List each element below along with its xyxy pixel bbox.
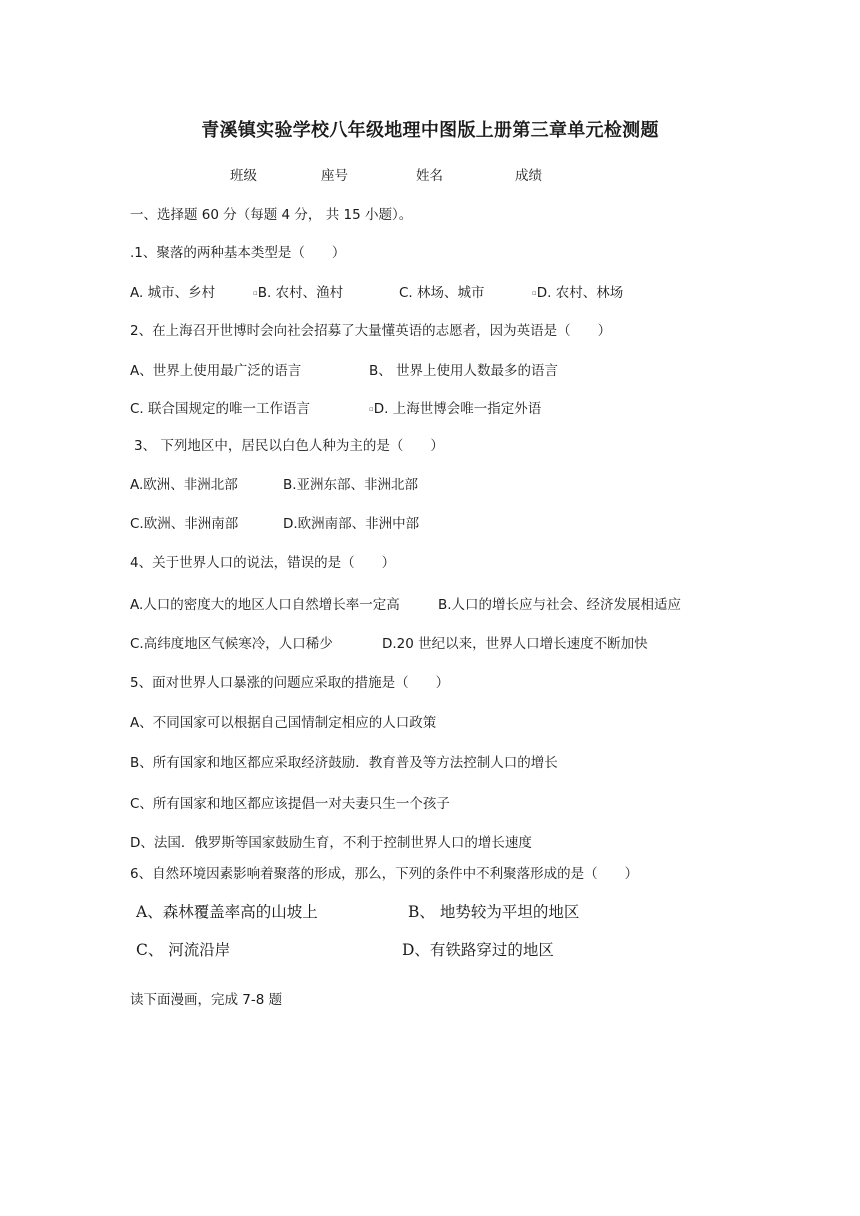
question-6-stem: 6、自然环境因素影响着聚落的形成，那么，下列的条件中不利聚落形成的是（ ） bbox=[130, 866, 639, 882]
question-1-option-d: ▫D. 农村、林场 bbox=[532, 285, 624, 301]
question-5-stem: 5、面对世界人口暴涨的问题应采取的措施是（ ） bbox=[130, 675, 450, 691]
bullet-mark-icon: ▫ bbox=[253, 289, 258, 297]
question-6-option-c: C、 河流沿岸 bbox=[136, 941, 231, 959]
bullet-mark-icon: ▫ bbox=[369, 405, 374, 413]
question-2-option-a: A、世界上使用最广泛的语言 bbox=[130, 363, 302, 379]
question-6-option-b: B、 地势较为平坦的地区 bbox=[408, 903, 580, 921]
question-5-option-d: D、法国．俄罗斯等国家鼓励生育，不利于控制世界人口的增长速度 bbox=[130, 835, 532, 851]
question-5-option-a: A、不同国家可以根据自己国情制定相应的人口政策 bbox=[130, 715, 437, 731]
question-1-stem: .1、聚落的两种基本类型是（ ） bbox=[130, 245, 346, 261]
question-2-option-b: B、 世界上使用人数最多的语言 bbox=[369, 363, 559, 379]
field-score-label: 成绩 bbox=[515, 168, 542, 184]
section-heading: 一、选择题 60 分（每题 4 分， 共 15 小题）。 bbox=[130, 207, 413, 223]
question-4-option-a: A.人口的密度大的地区人口自然增长率一定高 bbox=[130, 597, 400, 613]
question-2-option-c: C. 联合国规定的唯一工作语言 bbox=[130, 401, 311, 417]
question-3-option-b: B.亚洲东部、非洲北部 bbox=[283, 477, 419, 493]
question-2-option-d: ▫D. 上海世博会唯一指定外语 bbox=[369, 401, 542, 417]
question-1-option-c: C. 林场、城市 bbox=[399, 285, 485, 301]
question-2-stem: 2、在上海召开世博时会向社会招募了大量懂英语的志愿者，因为英语是（ ） bbox=[130, 323, 612, 339]
question-4-stem: 4、关于世界人口的说法，错误的是（ ） bbox=[130, 555, 396, 571]
question-5-option-b: B、所有国家和地区都应采取经济鼓励．教育普及等方法控制人口的增长 bbox=[130, 755, 558, 771]
field-name-label: 姓名 bbox=[416, 168, 443, 184]
question-4-option-c: C.高纬度地区气候寒冷，人口稀少 bbox=[130, 636, 333, 652]
reading-instruction: 读下面漫画，完成 7-8 题 bbox=[130, 992, 283, 1008]
question-3-option-d: D.欧洲南部、非洲中部 bbox=[283, 516, 420, 532]
document-title: 青溪镇实验学校八年级地理中图版上册第三章单元检测题 bbox=[201, 120, 659, 141]
question-1-option-b: ▫B. 农村、渔村 bbox=[253, 285, 344, 301]
question-3-stem: 3、 下列地区中，居民以白色人种为主的是（ ） bbox=[134, 438, 444, 454]
question-4-option-d: D.20 世纪以来，世界人口增长速度不断加快 bbox=[382, 636, 648, 652]
question-3-option-c: C.欧洲、非洲南部 bbox=[130, 516, 239, 532]
field-class-label: 班级 bbox=[230, 168, 257, 184]
question-4-option-b: B.人口的增长应与社会、经济发展相适应 bbox=[438, 597, 682, 613]
field-seat-label: 座号 bbox=[321, 168, 348, 184]
question-6-option-a: A、森林覆盖率高的山坡上 bbox=[136, 903, 318, 921]
question-5-option-c: C、所有国家和地区都应该提倡一对夫妻只生一个孩子 bbox=[130, 796, 450, 812]
bullet-mark-icon: ▫ bbox=[532, 289, 537, 297]
question-6-option-d: D、有铁路穿过的地区 bbox=[402, 941, 554, 959]
question-1-option-a: A. 城市、乡村 bbox=[130, 285, 216, 301]
question-3-option-a: A.欧洲、非洲北部 bbox=[130, 477, 238, 493]
